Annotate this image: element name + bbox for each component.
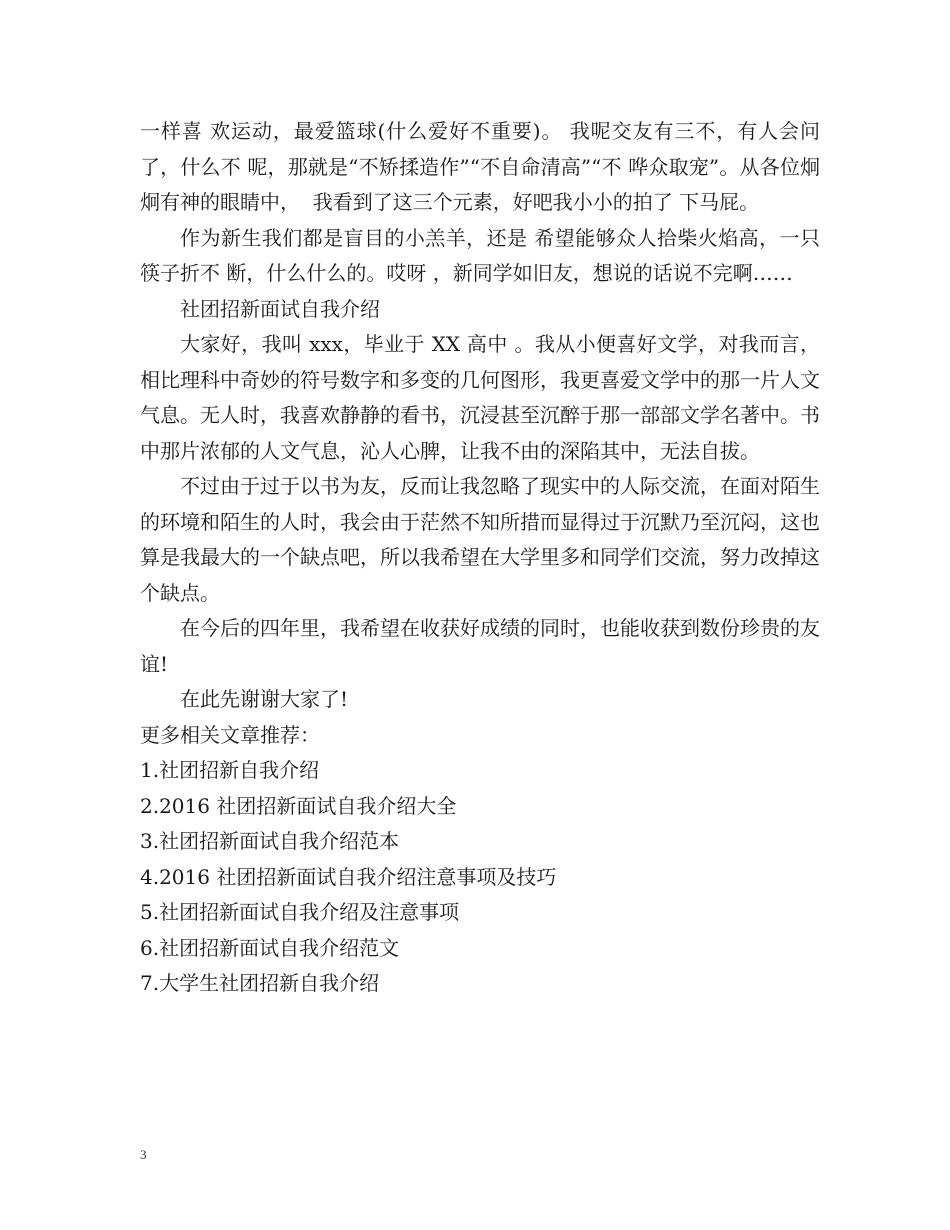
related-article-link[interactable]: 3.社团招新面试自我介绍范本: [140, 829, 400, 853]
related-article-link[interactable]: 5.社团招新面试自我介绍及注意事项: [140, 900, 460, 924]
related-articles-list: [140, 753, 820, 1002]
paragraph: 在此先谢谢大家了!: [180, 687, 349, 711]
related-article-link[interactable]: 7.大学生社团招新自我介绍: [140, 971, 380, 995]
paragraph: 一样喜 欢运动，最爱篮球(什么爱好不重要)。 我呢交友有三不，有人会问了，什么不 呢，那就是“不矫揉造作”“不自命清高”“不 哗众取宠”。从各位炯炯有神的眼睛中， 我看到了这三个元素，好吧我小小的拍了 下马屁。: [140, 119, 820, 214]
page-number: 3: [140, 1147, 147, 1162]
paragraph: 在今后的四年里，我希望在收获好成绩的同时，也能收获到数份珍贵的友谊!: [140, 616, 820, 676]
section-heading: 社团招新面试自我介绍: [180, 296, 380, 321]
related-article-link[interactable]: 1.社团招新自我介绍: [140, 758, 320, 782]
paragraph: 不过由于过于以书为友，反而让我忽略了现实中的人际交流，在面对陌生的环境和陌生的人时，我会由于茫然不知所措而显得过于沉默乃至沉闷，这也算是我最大的一个缺点吧，所以我希望在大学里多和同学们交流，努力改掉这个缺点。: [140, 474, 820, 605]
related-article-link[interactable]: 4.2016 社团招新面试自我介绍注意事项及技巧: [140, 864, 557, 889]
related-article-link[interactable]: 2.2016 社团招新面试自我介绍大全: [140, 793, 457, 818]
paragraph: 作为新生我们都是盲目的小羔羊，还是 希望能够众人拾柴火焰高，一只筷子折不 断，什么什么的。哎呀 ，新同学如旧友，想说的话说不完啊……: [140, 225, 820, 285]
related-heading: 更多相关文章推荐：: [140, 722, 320, 747]
related-article-link[interactable]: 6.社团招新面试自我介绍范文: [140, 935, 400, 960]
paragraph: 大家好，我叫 xxx，毕业于 XX 高中 。我从小便喜好文学，对我而言，相比理科中奇妙的符号数字和多变的几何图形，我更喜爱文学中的那一片人文气息。无人时，我喜欢静静的看书，沉浸甚至沉醉于那一部部文学名著中。书中那片浓郁的人文气息，沁人心脾，让我不由的深陷其中，无法自拔。: [140, 332, 820, 463]
document-body: [140, 114, 820, 1002]
